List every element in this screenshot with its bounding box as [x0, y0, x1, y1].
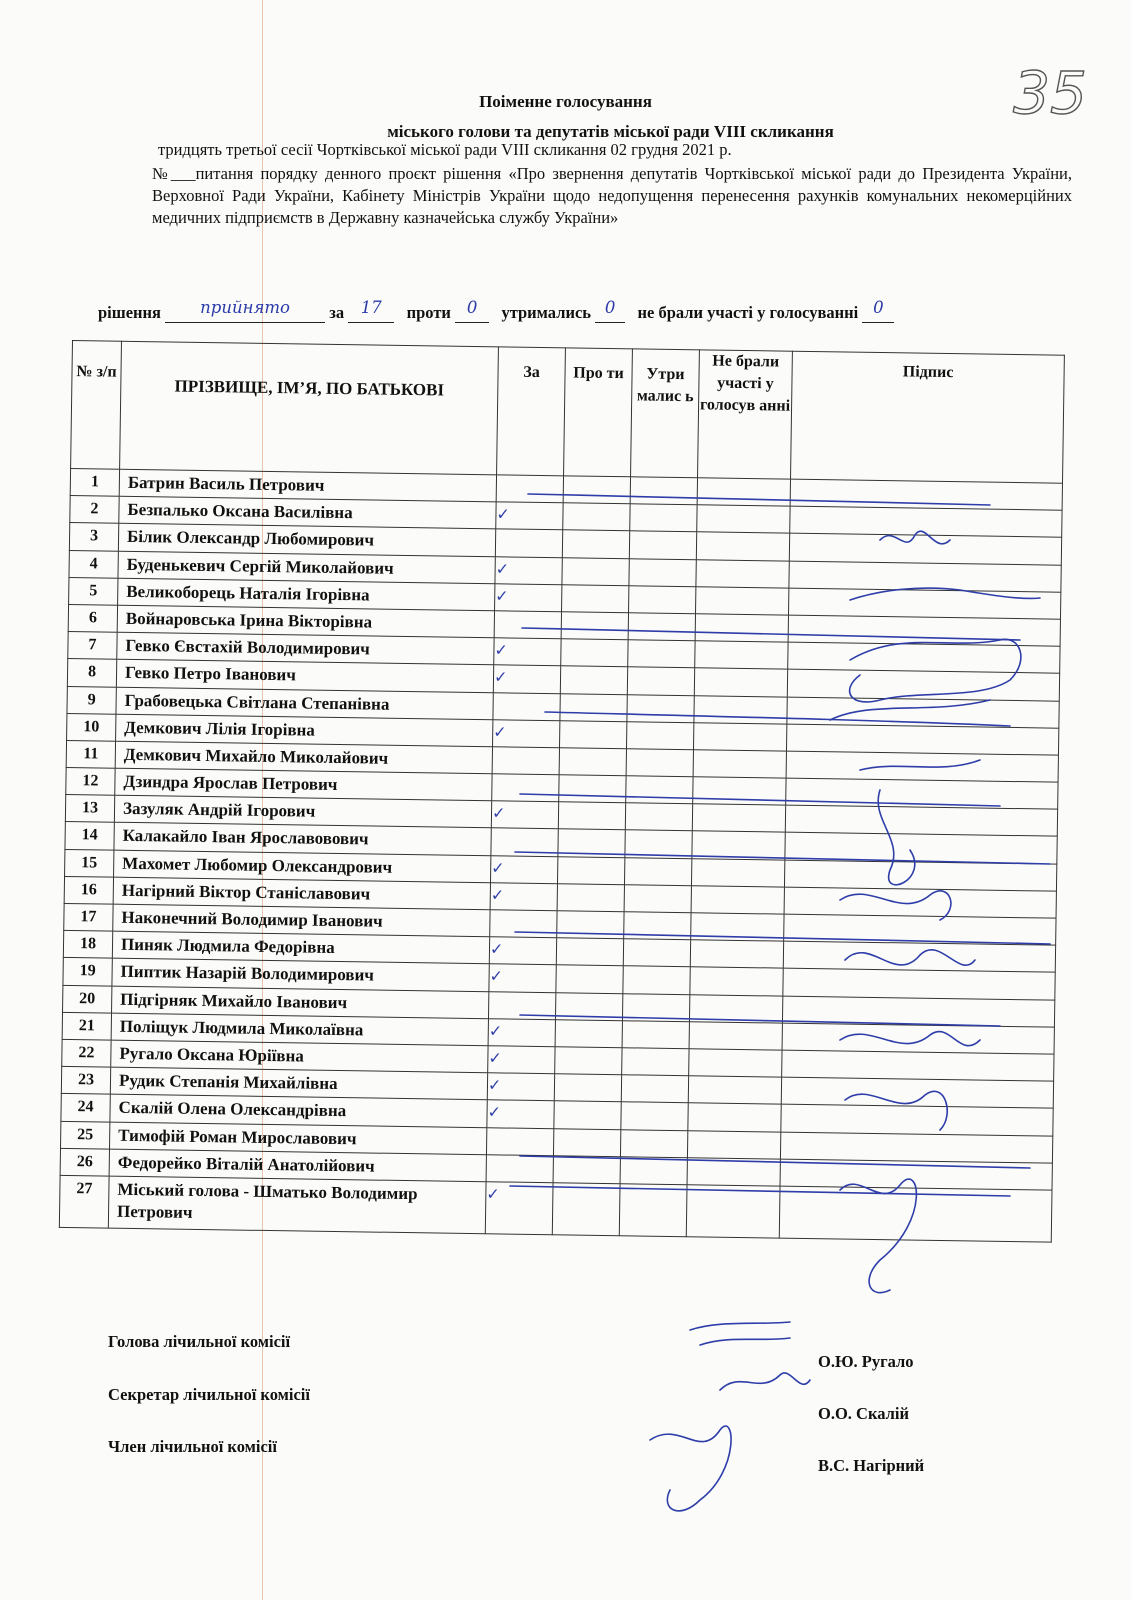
vote-for-mark: [496, 475, 563, 503]
vote-not-voted-cell: [697, 478, 790, 507]
member-name: Тимофій Роман Мирославович: [110, 1122, 487, 1155]
vote-for-mark: ✓: [485, 1182, 553, 1235]
signature-cell: [788, 642, 1060, 673]
row-number: 5: [69, 577, 118, 605]
decision-value: прийнято: [165, 298, 325, 323]
vote-against-cell: [562, 530, 629, 558]
row-number: 13: [65, 795, 114, 823]
vote-against-cell: [554, 1074, 621, 1102]
signature-cell: [779, 1186, 1052, 1242]
vote-against-cell: [554, 1101, 621, 1129]
vote-for-mark: ✓: [493, 719, 560, 747]
vote-against-cell: [561, 612, 628, 640]
vote-abstained-cell: [622, 1048, 689, 1076]
vote-against-cell: [556, 938, 623, 966]
abstained-count: 0: [595, 298, 625, 323]
signature-cell: [781, 1104, 1053, 1135]
vote-abstained-cell: [629, 531, 696, 559]
vote-for-mark: ✓: [488, 1046, 555, 1074]
row-number: 6: [68, 604, 117, 632]
vote-not-voted-cell: [691, 858, 784, 887]
member-name: Великоборець Наталія Ігорівна: [118, 578, 495, 611]
vote-for-mark: ✓: [487, 1100, 554, 1128]
vote-abstained-cell: [624, 857, 691, 885]
header-against: Про ти: [564, 348, 633, 477]
decision-label: рішення: [98, 303, 161, 322]
member-name: Білик Олександр Любомирович: [118, 524, 495, 557]
row-number: 18: [63, 931, 112, 959]
vote-not-voted-cell: [694, 695, 787, 724]
signature-cell: [784, 914, 1056, 945]
vote-abstained-cell: [621, 1102, 688, 1130]
vote-for-mark: ✓: [494, 638, 561, 666]
against-count: 0: [455, 298, 489, 323]
vote-abstained-cell: [621, 1075, 688, 1103]
vote-against-cell: [561, 639, 628, 667]
vote-not-voted-cell: [690, 967, 783, 996]
vote-abstained-cell: [622, 1020, 689, 1048]
row-number: 26: [60, 1148, 109, 1176]
vote-abstained-cell: [628, 613, 695, 641]
vote-against-cell: [560, 666, 627, 694]
signature-cell: [784, 887, 1056, 918]
member-name: Гевко Петро Іванович: [116, 660, 493, 693]
vote-for-mark: [491, 828, 558, 856]
row-number: 17: [64, 903, 113, 931]
vote-against-cell: [562, 557, 629, 585]
signature-cell: [782, 1050, 1054, 1081]
signature-cell: [786, 778, 1058, 809]
for-label: за: [329, 303, 345, 322]
row-number: 25: [61, 1121, 110, 1149]
vote-for-mark: ✓: [489, 937, 556, 965]
document-title: Поіменне голосування: [479, 92, 652, 111]
row-number: 3: [69, 523, 118, 551]
vote-abstained-cell: [627, 667, 694, 695]
vote-not-voted-cell: [692, 804, 785, 833]
vote-abstained-cell: [626, 721, 693, 749]
row-number: 21: [62, 1012, 111, 1040]
signature-cell: [786, 751, 1058, 782]
vote-for-mark: [492, 774, 559, 802]
vote-for-mark: ✓: [490, 883, 557, 911]
row-number: 4: [69, 550, 118, 578]
member-label: Член лічильної комісії: [108, 1437, 277, 1456]
vote-abstained-cell: [623, 966, 690, 994]
header-for: За: [497, 347, 566, 476]
not-voted-count: 0: [862, 298, 894, 323]
signature-cell: [780, 1159, 1052, 1190]
vote-not-voted-cell: [695, 614, 788, 643]
vote-abstained-cell: [628, 640, 695, 668]
vote-abstained-cell: [627, 694, 694, 722]
row-number: 1: [70, 468, 119, 496]
member-name: Грабовецька Світлана Степанівна: [116, 687, 493, 720]
vote-not-voted-cell: [693, 722, 786, 751]
signature-cell: [783, 968, 1055, 999]
vote-against-cell: [553, 1128, 620, 1156]
member-name: Рудик Степанія Михайлівна: [110, 1067, 487, 1100]
signature-cell: [790, 479, 1062, 510]
signature-cell: [783, 941, 1055, 972]
not-voted-label: не брали участі у голосуванні: [637, 303, 859, 322]
vote-abstained-cell: [630, 504, 697, 532]
secretary-name: О.О. Скалій: [818, 1404, 909, 1423]
vote-against-cell: [560, 720, 627, 748]
vote-against-cell: [557, 856, 624, 884]
signature-cell: [789, 561, 1061, 592]
roll-call-table: [59, 340, 1065, 1243]
vote-abstained-cell: [620, 1129, 687, 1157]
vote-for-mark: ✓: [488, 1019, 555, 1047]
vote-against-cell: [553, 1155, 620, 1183]
member-name: Махомет Любомир Олександрович: [114, 850, 491, 883]
member-name: Міський голова - Шматько Володимир Петрович: [108, 1176, 486, 1234]
vote-not-voted-cell: [691, 886, 784, 915]
signature-cell: [785, 833, 1057, 864]
vote-abstained-cell: [620, 1156, 687, 1184]
vote-not-voted-cell: [687, 1130, 780, 1159]
row-number: 8: [67, 659, 116, 687]
signature-cell: [788, 588, 1060, 619]
row-number: 23: [61, 1067, 110, 1095]
signature-cell: [790, 506, 1062, 537]
header-number: № з/п: [71, 341, 122, 470]
against-label: проти: [406, 303, 451, 322]
vote-not-voted-cell: [688, 1076, 781, 1105]
vote-against-cell: [557, 884, 624, 912]
vote-for-mark: [488, 991, 555, 1019]
header-signature: Підпис: [791, 351, 1065, 483]
decision-summary: [98, 298, 1078, 323]
member-name: Підгірняк Михайло Іванович: [112, 986, 489, 1019]
vote-abstained-cell: [622, 993, 689, 1021]
abstained-label: утримались: [501, 303, 592, 322]
for-count: 17: [348, 298, 394, 323]
row-number: 11: [66, 740, 115, 768]
row-number: 14: [65, 822, 114, 850]
row-number: 24: [61, 1094, 110, 1122]
vote-for-mark: ✓: [487, 1073, 554, 1101]
vote-not-voted-cell: [691, 913, 784, 942]
document-subtitle: міського голови та депутатів міської ради VIII скликання: [387, 122, 834, 141]
vote-not-voted-cell: [693, 777, 786, 806]
session-line: тридцять третьої сесії Чортківської міської ради VIII скликання 02 грудня 2021 р.: [158, 140, 732, 159]
member-name: Демкович Михайло Миколайович: [115, 741, 492, 774]
vote-for-mark: [493, 692, 560, 720]
row-number: 2: [70, 496, 119, 524]
vote-not-voted-cell: [694, 668, 787, 697]
member-name: Наконечний Володимир Іванович: [113, 904, 490, 937]
vote-against-cell: [559, 775, 626, 803]
signature-cell: [788, 615, 1060, 646]
row-number: 15: [65, 849, 114, 877]
chair-label: Голова лічильної комісії: [108, 1332, 291, 1351]
agenda-question: №___питання порядку денного проєкт рішення «Про звернення депутатів Чортківської міської ради до Президента України, Верховної Ради України, Кабінету Міністрів України щодо недопущення перенесення рахунків комунальних некомерційних медичних підприємств в Державну казначейська службу України»: [152, 164, 1072, 227]
member-name: Нагірний Віктор Станіславович: [113, 877, 490, 910]
row-number: 16: [64, 876, 113, 904]
member-name: Зазуляк Андрій Ігорович: [114, 795, 491, 828]
table-header-row: [71, 341, 1065, 484]
vote-for-mark: [492, 747, 559, 775]
header-not-voted: Не брали участі у голосув анні: [698, 350, 793, 479]
vote-for-mark: ✓: [489, 964, 556, 992]
vote-against-cell: [562, 585, 629, 613]
header-abstained: Утри малис ь: [631, 349, 700, 478]
vote-not-voted-cell: [689, 1021, 782, 1050]
row-number: 9: [67, 686, 116, 714]
vote-abstained-cell: [624, 885, 691, 913]
vote-abstained-cell: [619, 1184, 687, 1237]
row-number: 19: [63, 958, 112, 986]
svg-text:35: 35: [1013, 59, 1087, 127]
vote-for-mark: [490, 910, 557, 938]
member-name: Буденькевич Сергій Миколайович: [118, 551, 495, 584]
row-number: 27: [59, 1175, 109, 1228]
vote-for-mark: ✓: [493, 665, 560, 693]
vote-abstained-cell: [629, 586, 696, 614]
vote-for-mark: [495, 529, 562, 557]
member-name: Пиптик Назарій Володимирович: [112, 959, 489, 992]
vote-against-cell: [560, 693, 627, 721]
signature-cell: [785, 805, 1057, 836]
member-name: Демкович Лілія Ігорівна: [116, 714, 493, 747]
vote-against-cell: [555, 992, 622, 1020]
row-number: 20: [63, 985, 112, 1013]
vote-abstained-cell: [625, 830, 692, 858]
vote-against-cell: [563, 476, 630, 504]
member-name: Войнаровська Ірина Вікторівна: [117, 605, 494, 638]
vote-not-voted-cell: [690, 940, 783, 969]
vote-for-mark: ✓: [491, 801, 558, 829]
signature-cell: [786, 724, 1058, 755]
signature-cell: [780, 1132, 1052, 1163]
vote-for-mark: [486, 1154, 553, 1182]
chair-name: О.Ю. Ругало: [818, 1352, 914, 1371]
member-name: Безпалько Оксана Василівна: [119, 496, 496, 529]
vote-not-voted-cell: [695, 641, 788, 670]
member-name: Федорейко Віталій Анатолійович: [109, 1149, 486, 1182]
signature-cell: [782, 996, 1054, 1027]
vote-for-mark: ✓: [490, 855, 557, 883]
vote-not-voted-cell: [686, 1185, 780, 1238]
vote-abstained-cell: [630, 477, 697, 505]
vote-not-voted-cell: [688, 1103, 781, 1132]
vote-not-voted-cell: [689, 994, 782, 1023]
vote-against-cell: [558, 829, 625, 857]
vote-not-voted-cell: [697, 505, 790, 534]
vote-not-voted-cell: [692, 831, 785, 860]
member-name: Гевко Євстахій Володимирович: [117, 632, 494, 665]
member-name: Дзиндра Ярослав Петрович: [115, 768, 492, 801]
member-name: Скалій Олена Олександрівна: [110, 1094, 487, 1127]
vote-not-voted-cell: [696, 559, 789, 588]
vote-against-cell: [555, 1047, 622, 1075]
vote-abstained-cell: [629, 558, 696, 586]
vote-for-mark: [494, 611, 561, 639]
member-name: Ругало Оксана Юріївна: [111, 1040, 488, 1073]
vote-for-mark: ✓: [495, 584, 562, 612]
row-number: 10: [67, 713, 116, 741]
vote-abstained-cell: [626, 749, 693, 777]
signature-cell: [787, 697, 1059, 728]
signature-cell: [781, 1077, 1053, 1108]
vote-against-cell: [557, 911, 624, 939]
member-name: В.С. Нагірний: [818, 1456, 925, 1475]
member-name: Батрин Василь Петрович: [119, 469, 496, 502]
member-name: Калакайло Іван Ярославовович: [114, 823, 491, 856]
member-name: Поліщук Людмила Миколаївна: [111, 1013, 488, 1046]
vote-abstained-cell: [624, 912, 691, 940]
vote-against-cell: [559, 748, 626, 776]
secretary-label: Секретар лічильної комісії: [108, 1385, 310, 1404]
signature-cell: [782, 1023, 1054, 1054]
vote-for-mark: [486, 1127, 553, 1155]
member-name: Пиняк Людмила Федорівна: [112, 931, 489, 964]
table-body: [59, 468, 1062, 1242]
row-number: 12: [66, 768, 115, 796]
vote-abstained-cell: [626, 776, 693, 804]
vote-abstained-cell: [625, 803, 692, 831]
vote-against-cell: [556, 965, 623, 993]
vote-for-mark: ✓: [495, 556, 562, 584]
vote-against-cell: [563, 503, 630, 531]
vote-not-voted-cell: [693, 750, 786, 779]
header-name: ПРІЗВИЩЕ, ІМ’Я, ПО БАТЬКОВІ: [120, 341, 499, 475]
signature-cell: [787, 669, 1059, 700]
row-number: 7: [68, 632, 117, 660]
signature-cell: [784, 860, 1056, 891]
vote-not-voted-cell: [696, 532, 789, 561]
vote-against-cell: [552, 1183, 620, 1236]
vote-abstained-cell: [623, 939, 690, 967]
signature-cell: [789, 534, 1061, 565]
vote-not-voted-cell: [696, 587, 789, 616]
row-number: 22: [62, 1039, 111, 1067]
vote-against-cell: [555, 1019, 622, 1047]
vote-not-voted-cell: [687, 1157, 780, 1186]
vote-for-mark: ✓: [496, 502, 563, 530]
vote-against-cell: [558, 802, 625, 830]
vote-not-voted-cell: [689, 1049, 782, 1078]
